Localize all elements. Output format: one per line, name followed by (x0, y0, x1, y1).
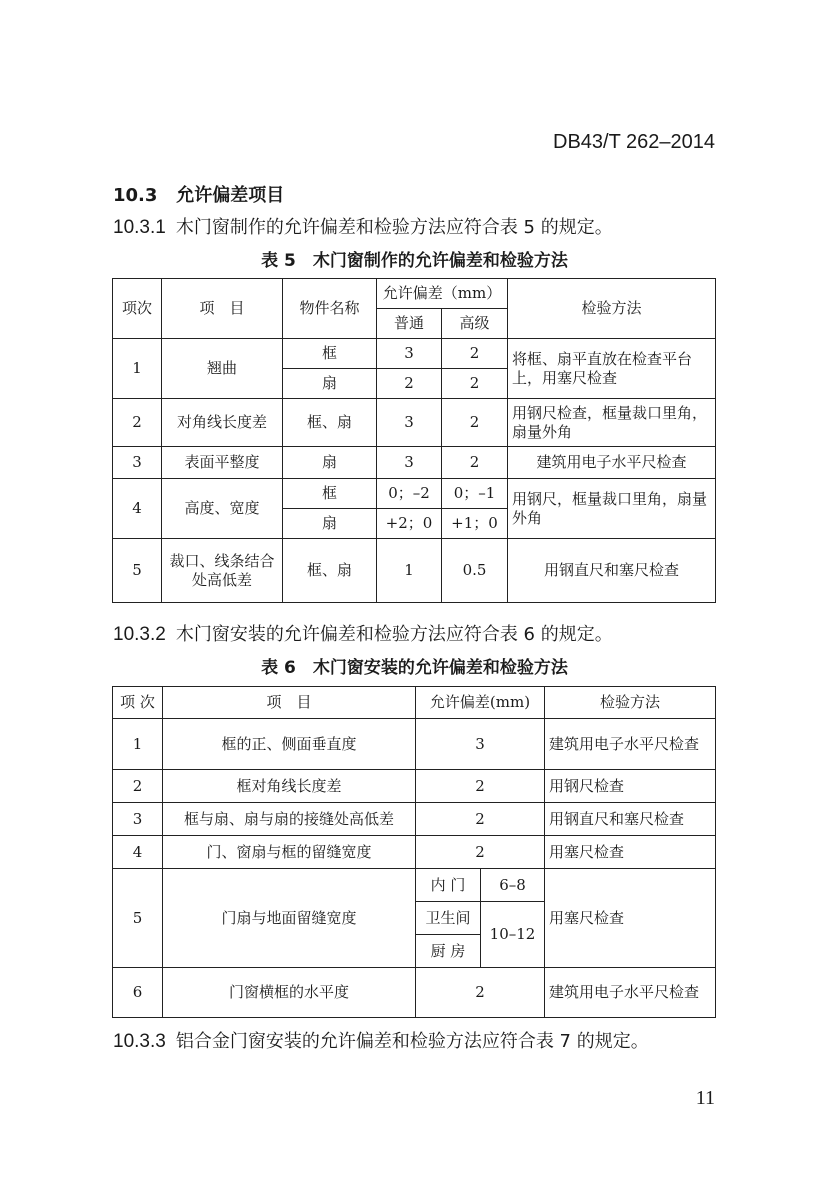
clause-10-3-1 (113, 213, 613, 239)
clause-text: 铝合金门窗安装的允许偏差和检验方法应符合表 7 的规定。 (175, 1031, 649, 1052)
cell-high: 2 (442, 447, 508, 479)
cell-normal: +2；0 (377, 509, 442, 539)
header-item: 项 目 (162, 279, 283, 339)
cell-item: 裁口、线条结合处高低差 (162, 539, 283, 603)
cell-subitem: 内 门 (416, 869, 481, 902)
clause-text: 木门窗制作的允许偏差和检验方法应符合表 5 的规定。 (175, 217, 613, 238)
cell-part: 扇 (283, 369, 377, 399)
cell-method: 建筑用电子水平尺检查 (545, 719, 716, 770)
cell-seq: 4 (113, 836, 163, 869)
header-part: 物件名称 (283, 279, 377, 339)
document-code: DB43/T 262–2014 (553, 131, 715, 153)
cell-seq: 4 (113, 479, 162, 539)
header-tolerance: 允许偏差（mm） (377, 279, 508, 309)
cell-seq: 2 (113, 770, 163, 803)
table6 (112, 686, 716, 1018)
cell-method: 建筑用电子水平尺检查 (545, 968, 716, 1018)
cell-normal: 2 (377, 369, 442, 399)
header-high: 高级 (442, 309, 508, 339)
clause-10-3-2 (113, 620, 613, 646)
clause-number: 10.3.2 (113, 624, 166, 645)
cell-item: 框与扇、扇与扇的接缝处高低差 (163, 803, 416, 836)
cell-item: 对角线长度差 (162, 399, 283, 447)
table5 (112, 278, 716, 603)
cell-method: 将框、扇平直放在检查平台上，用塞尺检查 (508, 339, 716, 399)
cell-high: 0；–1 (442, 479, 508, 509)
header-seq: 项 次 (113, 687, 163, 719)
cell-item: 表面平整度 (162, 447, 283, 479)
clause-10-3-3 (113, 1027, 649, 1053)
cell-part: 扇 (283, 447, 377, 479)
cell-part: 扇 (283, 509, 377, 539)
cell-item: 门窗横框的水平度 (163, 968, 416, 1018)
header-item: 项 目 (163, 687, 416, 719)
cell-item: 门扇与地面留缝宽度 (163, 869, 416, 968)
page-number: 11 (695, 1087, 715, 1109)
clause-text: 木门窗安装的允许偏差和检验方法应符合表 6 的规定。 (175, 624, 613, 645)
cell-seq: 5 (113, 869, 163, 968)
header-tolerance: 允许偏差(mm) (416, 687, 545, 719)
table5-caption: 表 5 木门窗制作的允许偏差和检验方法 (261, 251, 568, 271)
clause-number: 10.3.1 (113, 217, 166, 238)
cell-item: 框对角线长度差 (163, 770, 416, 803)
cell-subitem: 卫生间 (416, 902, 481, 935)
cell-method: 用钢直尺和塞尺检查 (508, 539, 716, 603)
cell-method: 用钢尺检查 (545, 770, 716, 803)
header-seq: 项次 (113, 279, 162, 339)
header-method: 检验方法 (508, 279, 716, 339)
cell-normal: 3 (377, 447, 442, 479)
section-heading (113, 181, 284, 207)
cell-high: 2 (442, 339, 508, 369)
cell-part: 框、扇 (283, 399, 377, 447)
cell-part: 框、扇 (283, 539, 377, 603)
cell-seq: 6 (113, 968, 163, 1018)
cell-seq: 1 (113, 339, 162, 399)
cell-method: 用钢直尺和塞尺检查 (545, 803, 716, 836)
cell-tolerance: 2 (416, 968, 545, 1018)
cell-part: 框 (283, 339, 377, 369)
cell-subvalue: 6–8 (481, 869, 545, 902)
cell-method: 用钢尺，框量裁口里角，扇量外角 (508, 479, 716, 539)
cell-high: +1；0 (442, 509, 508, 539)
cell-method: 用塞尺检查 (545, 836, 716, 869)
cell-high: 2 (442, 369, 508, 399)
cell-subvalue: 10–12 (481, 902, 545, 968)
cell-tolerance: 2 (416, 836, 545, 869)
cell-part: 框 (283, 479, 377, 509)
cell-high: 2 (442, 399, 508, 447)
cell-tolerance: 2 (416, 803, 545, 836)
cell-normal: 3 (377, 339, 442, 369)
cell-seq: 1 (113, 719, 163, 770)
table6-caption: 表 6 木门窗安装的允许偏差和检验方法 (261, 658, 568, 678)
section-number: 10.3 (113, 185, 158, 206)
cell-high: 0.5 (442, 539, 508, 603)
section-title: 允许偏差项目 (176, 185, 285, 206)
cell-normal: 1 (377, 539, 442, 603)
cell-normal: 3 (377, 399, 442, 447)
cell-seq: 5 (113, 539, 162, 603)
cell-seq: 3 (113, 803, 163, 836)
header-method: 检验方法 (545, 687, 716, 719)
cell-item: 高度、宽度 (162, 479, 283, 539)
cell-method: 建筑用电子水平尺检查 (508, 447, 716, 479)
cell-method: 用钢尺检查，框量裁口里角，扇量外角 (508, 399, 716, 447)
header-normal: 普通 (377, 309, 442, 339)
cell-seq: 3 (113, 447, 162, 479)
cell-tolerance: 2 (416, 770, 545, 803)
cell-item: 框的正、侧面垂直度 (163, 719, 416, 770)
cell-item: 翘曲 (162, 339, 283, 399)
cell-normal: 0；–2 (377, 479, 442, 509)
cell-method: 用塞尺检查 (545, 869, 716, 968)
cell-subitem: 厨 房 (416, 935, 481, 968)
cell-seq: 2 (113, 399, 162, 447)
cell-item: 门、窗扇与框的留缝宽度 (163, 836, 416, 869)
clause-number: 10.3.3 (113, 1031, 166, 1052)
cell-tolerance: 3 (416, 719, 545, 770)
